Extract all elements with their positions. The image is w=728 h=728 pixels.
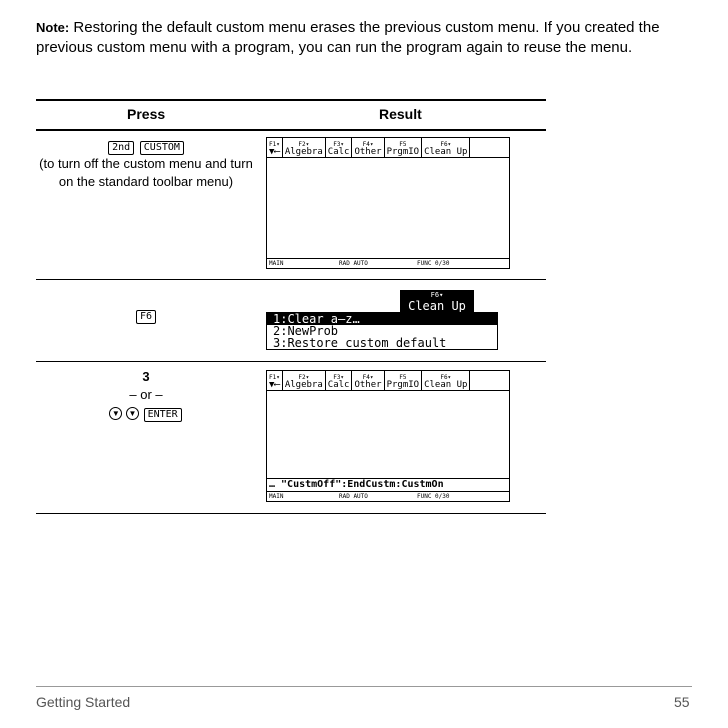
menu-title-fk: F6▾ (430, 291, 444, 299)
row3-press (36, 368, 256, 422)
row3-keys (36, 404, 256, 422)
key-custom: CUSTOM (140, 141, 184, 155)
tab-calc: F3▾ Calc (326, 138, 353, 157)
tab-cleanup: F6▾ Clean Up (422, 371, 470, 390)
entry-line: … "CustmOff":EndCustm:CustmOn (267, 478, 509, 491)
key-f6: F6 (136, 310, 156, 324)
status-mode: MAIN (269, 260, 284, 267)
status-line (267, 491, 509, 501)
down-arrow-icon: ▼ (109, 407, 122, 420)
status-func: FUNC 0/30 (417, 493, 450, 500)
note-label: Note: (36, 20, 70, 35)
header-result: Result (379, 106, 422, 122)
header-press: Press (127, 106, 166, 122)
row-divider-1 (36, 279, 546, 280)
status-line (267, 258, 509, 268)
down-arrow-icon: ▼ (126, 407, 139, 420)
footer-rule (36, 686, 692, 687)
status-mode: MAIN (269, 493, 284, 500)
row3-line1: 3 (142, 369, 150, 384)
row3-or: – or – (129, 387, 163, 402)
row1-press (36, 137, 256, 191)
tab-algebra: F2▾ Algebra (283, 371, 326, 390)
menu-item-newprob: 2:NewProb (273, 324, 339, 338)
tab-f1: F1▾ ▼⟵ (267, 371, 283, 390)
menu-title-label: Clean Up (408, 299, 466, 313)
tab-other: F4▾ Other (352, 138, 384, 157)
table-top-rule (36, 99, 546, 101)
table-bottom-rule (36, 513, 546, 514)
menu-title (400, 290, 474, 312)
tab-empty (470, 138, 509, 157)
row1-keys (36, 137, 256, 155)
tab-empty (470, 371, 509, 390)
note-paragraph (36, 18, 676, 58)
toolbar (267, 371, 509, 391)
tab-calc: F3▾ Calc (326, 371, 353, 390)
tab-f1: F1▾ ▼⟵ (267, 138, 283, 157)
status-angle: RAD AUTO (339, 260, 368, 267)
tab-cleanup: F6▾ Clean Up (422, 138, 470, 157)
menu-item-restore: 3:Restore custom default (273, 336, 447, 350)
cleanup-menu (266, 312, 498, 350)
page-number: 55 (674, 694, 690, 710)
row2-press (36, 306, 256, 324)
calc-screen-1 (266, 137, 510, 269)
row-divider-2 (36, 361, 546, 362)
status-angle: RAD AUTO (339, 493, 368, 500)
menu-item-clear: 1:Clear a–z… (267, 313, 497, 325)
key-enter: ENTER (144, 408, 182, 422)
calc-screen-2 (266, 370, 510, 502)
tab-algebra: F2▾ Algebra (283, 138, 326, 157)
tab-prgmio: F5 PrgmIO (385, 371, 423, 390)
tab-prgmio: F5 PrgmIO (385, 138, 423, 157)
key-2nd: 2nd (108, 141, 134, 155)
footer-section: Getting Started (36, 694, 131, 710)
status-func: FUNC 0/30 (417, 260, 450, 267)
row1-desc: (to turn off the custom menu and turn on the standard toolbar menu) (39, 156, 253, 189)
tab-other: F4▾ Other (352, 371, 384, 390)
header-rule (36, 129, 546, 131)
note-text: Restoring the default custom menu erases the previous custom menu. If you created the previous custom menu with a program, you can run the program again to reuse the menu. (36, 19, 660, 56)
toolbar (267, 138, 509, 158)
